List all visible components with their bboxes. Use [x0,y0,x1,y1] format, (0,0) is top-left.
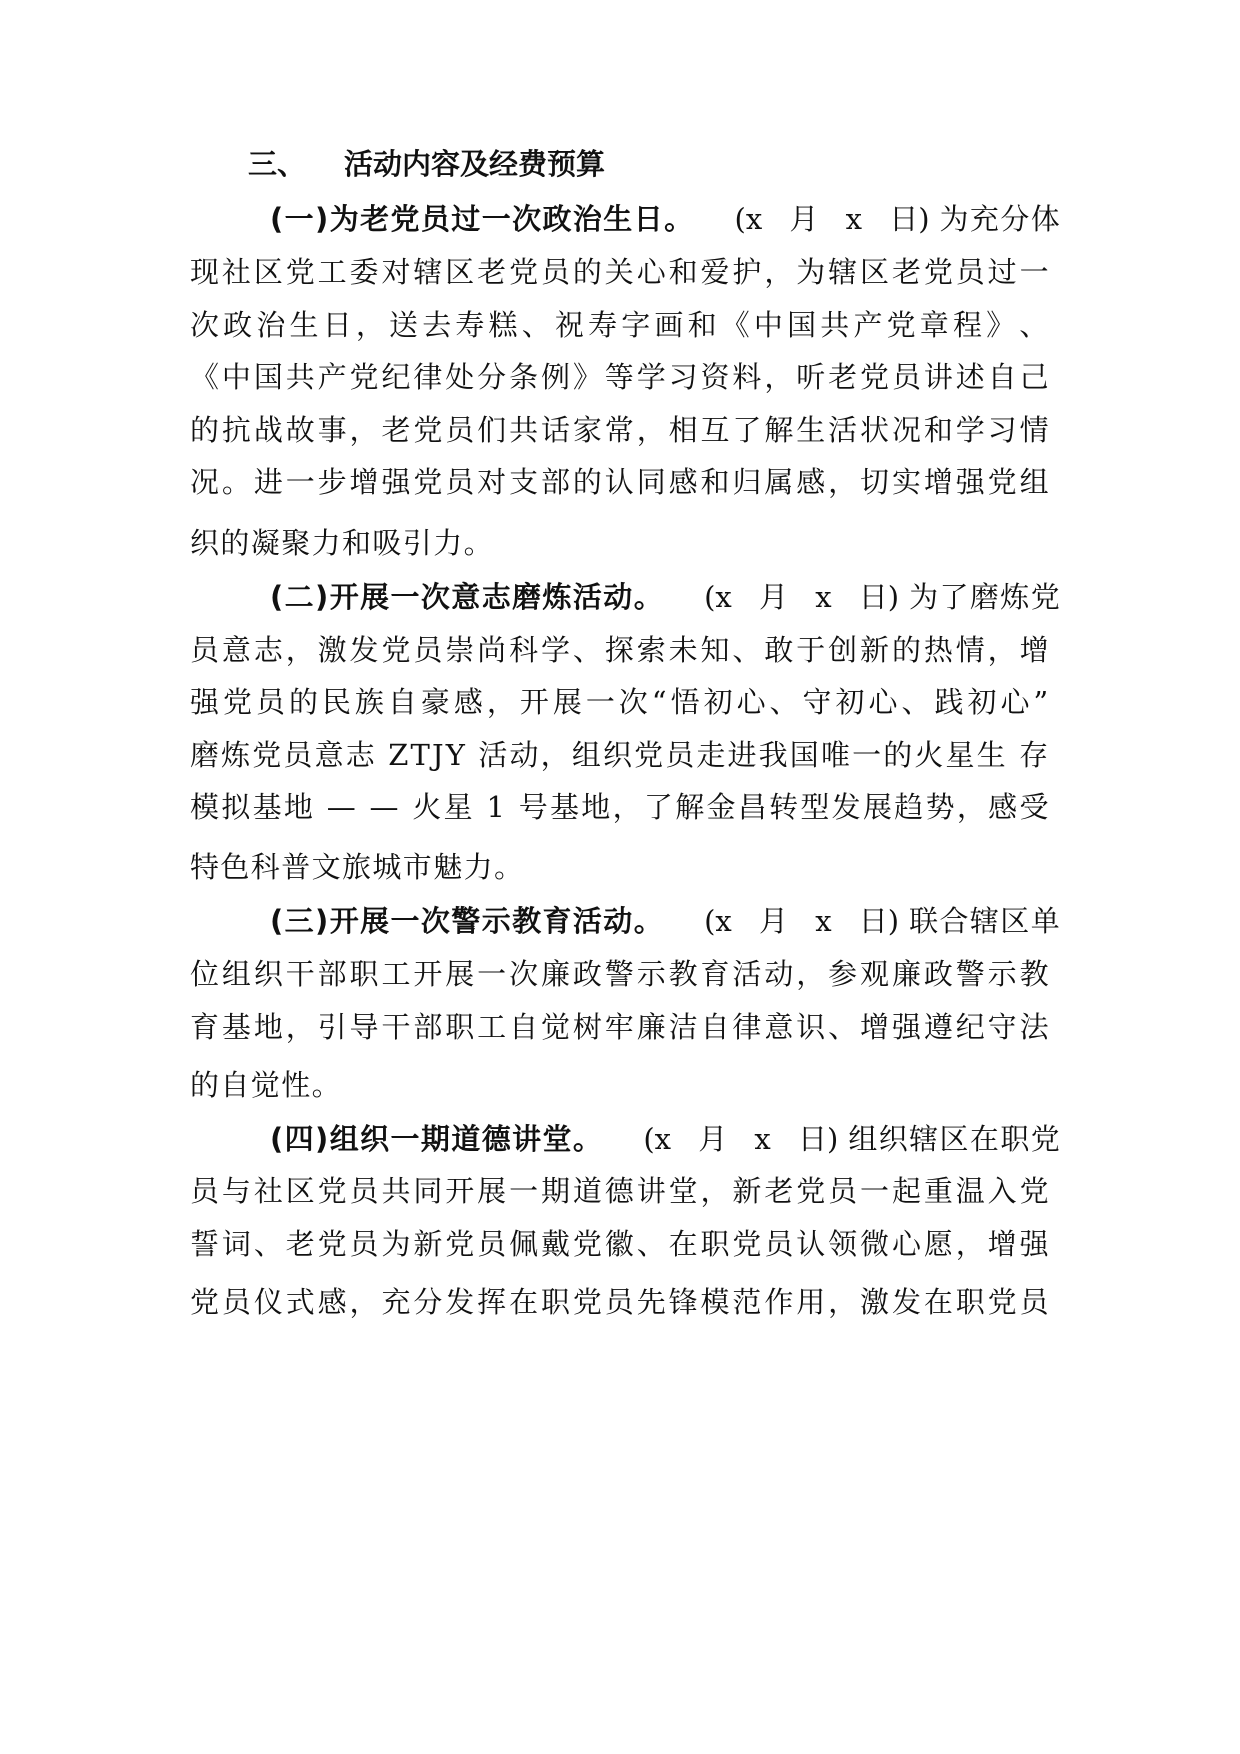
item-4-title: (四)组织一期道德讲堂。 [270,1122,604,1156]
item-4-line: 员 与 社 区 党 员 共 同 开 展 一 期 道 德 讲 堂 ， 新 老 党 员 一 起 重 温 入 党 [190,1174,1050,1208]
item-2-date: (x 月 x 日) [704,580,900,614]
item-3-title: (三)开展一次警示教育活动。 [270,904,665,938]
item-3-line: 的自觉性。 [190,1068,343,1102]
item-4-line: 誓 词 、 老 党 员 为 新 党 员 佩 戴 党 徽 、 在 职 党 员 认 领 微 心 愿 ， 增 强 [190,1227,1050,1261]
section-heading [248,143,605,185]
item-1-line: 织的凝聚力和吸引力。 [190,526,495,560]
item-3-line: 位 组 织 干 部 职 工 开 展 一 次 廉 政 警 示 教 育 活 动 ， 参 观 廉 政 警 示 教 [190,957,1050,991]
item-2-line: 磨 炼 党 员 意 志 Z T J Y 活 动 ， 组 织 党 员 走 进 我 国 唯 一 的 火 星 生 存 [190,738,1050,772]
item-2-first-line [270,576,1062,618]
item-3-line: 育 基 地 ， 引 导 干 部 职 工 自 觉 树 牢 廉 洁 自 律 意 识 、 增 强 遵 纪 守 法 [190,1010,1050,1044]
item-4-date: (x 月 x 日) [643,1122,839,1156]
item-1-line: 的 抗 战 故 事 ， 老 党 员 们 共 话 家 常 ， 相 互 了 解 生 活 状 况 和 学 习 情 [190,413,1050,447]
item-4-line: 党 员 仪 式 感 ， 充 分 发 挥 在 职 党 员 先 锋 模 范 作 用 ， 激 发 在 职 党 员 [190,1285,1050,1319]
item-3-first-tail: 联合辖区单 [909,904,1062,938]
item-2-title: (二)开展一次意志磨炼活动。 [270,580,665,614]
item-1-line: 《 中 国 共 产 党 纪 律 处 分 条 例 》 等 学 习 资 料 ， 听 老 党 员 讲 述 自 己 [190,360,1050,394]
item-1-first-line [270,198,1062,240]
item-2-line: 特色科普文旅城市魅力。 [190,850,525,884]
item-4-first-tail: 组织辖区在职党 [848,1122,1062,1156]
item-1-date: (x 月 x 日) [734,202,930,236]
item-1-line: 现 社 区 党 工 委 对 辖 区 老 党 员 的 关 心 和 爱 护 ， 为 辖 区 老 党 员 过 一 [190,255,1050,289]
item-2-line: 强 党 员 的 民 族 自 豪 感 ， 开 展 一 次 “ 悟 初 心 、 守 初 心 、 践 初 心 ” [190,685,1050,719]
item-2-line: 模 拟 基 地 — — 火 星 1 号 基 地 ， 了 解 金 昌 转 型 发 展 趋 势 ， 感 受 [190,790,1050,824]
item-2-first-tail: 为了磨炼党 [909,580,1062,614]
item-1-title: (一)为老党员过一次政治生日。 [270,202,695,236]
item-1-line: 况 。 进 一 步 增 强 党 员 对 支 部 的 认 同 感 和 归 属 感 ， 切 实 增 强 党 组 [190,465,1050,499]
item-4-first-line [270,1118,1062,1160]
item-1-line: 次 政 治 生 日 ， 送 去 寿 糕 、 祝 寿 字 画 和 《 中 国 共 产 党 章 程 》 、 [190,308,1050,342]
item-3-date: (x 月 x 日) [704,904,900,938]
item-1-first-tail: 为充分体 [939,202,1062,236]
section-title: 活动内容及经费预算 [344,147,606,181]
item-3-first-line [270,900,1062,942]
section-number: 三、 [248,147,307,181]
item-2-line: 员 意 志 ， 激 发 党 员 崇 尚 科 学 、 探 索 未 知 、 敢 于 创 新 的 热 情 ， 增 [190,633,1050,667]
